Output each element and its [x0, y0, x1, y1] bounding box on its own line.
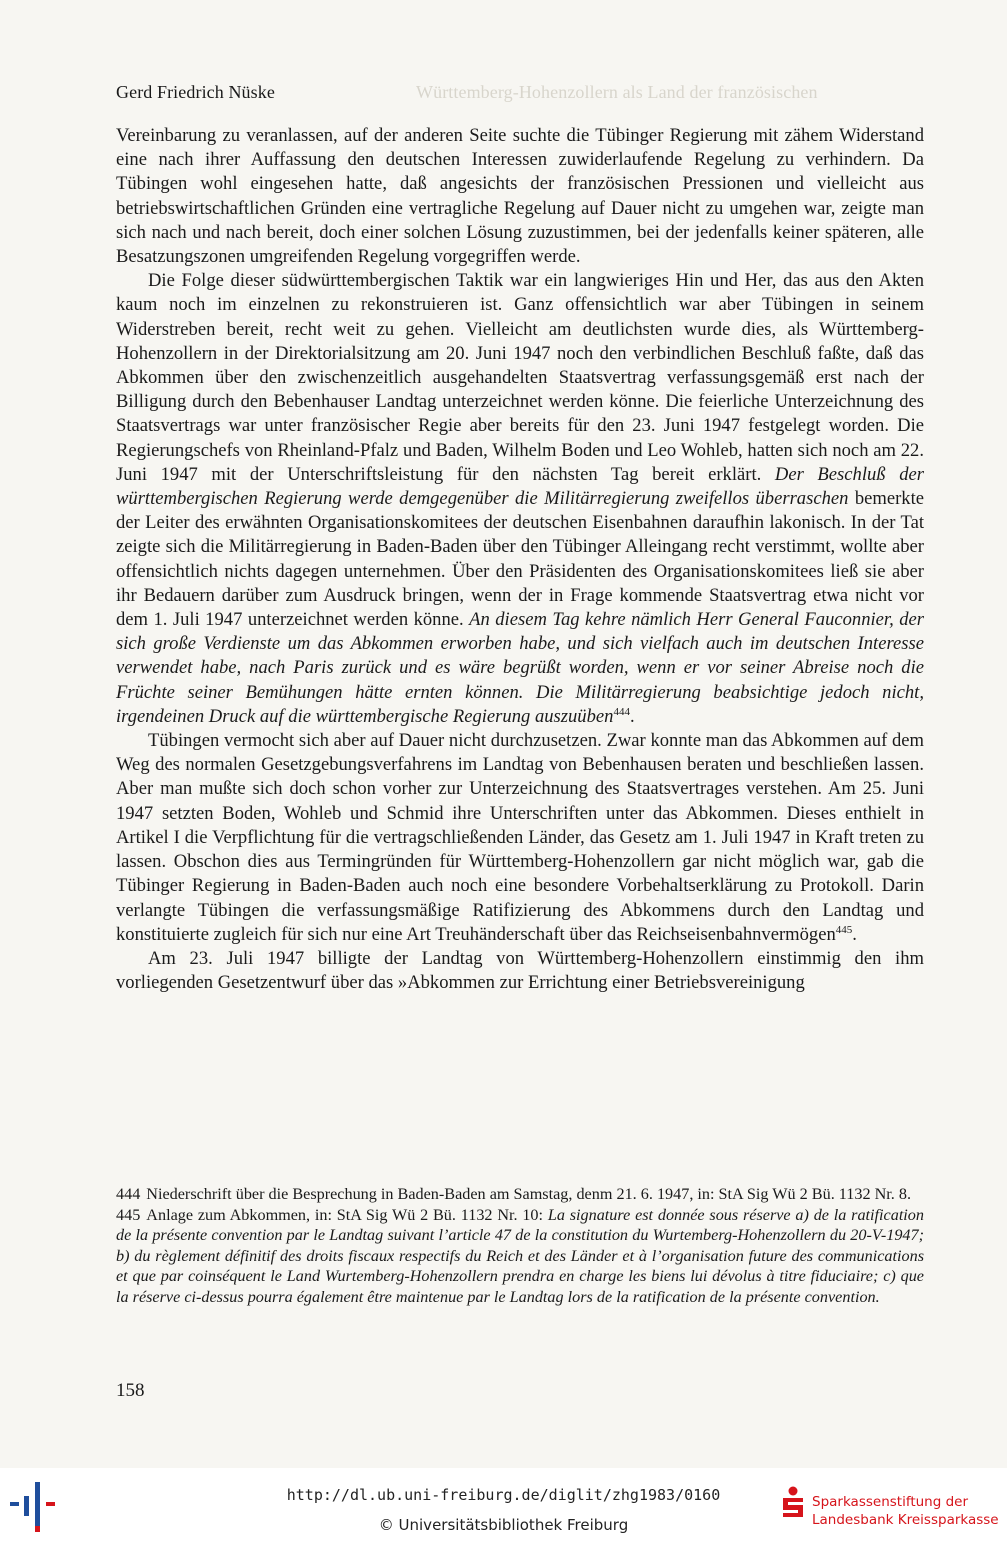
footnote-444-number: 444: [116, 1185, 141, 1203]
paragraph-3-text: Tübingen vermocht sich aber auf Dauer nicht durchzusetzen. Zwar konnte man das Abkommen auf dem Weg des normalen Gesetzgebungsverfahrens im Landtag von Bebenhausen beraten und beschließen lassen. Aber man mußte sich doch schon vorher zur Unterzeichnung des Staatsvertrages verstehen. Am 25. Juni 1947 setzten Boden, Wohleb und Schmid ihre Unterschriften unter das Abkommen. Dieses enthielt in Artikel I die Verpflichtung für die vertragschließenden Länder, das Gesetz am 1. Juli 1947 in Kraft treten zu lassen. Obschon dies aus Termingründen für Württemberg-Hohenzollern gar nicht möglich war, gab die Tübinger Regierung in Baden-Baden auch noch eine besondere Vorbehaltserklärung zu Protokoll. Darin verlangte Tübingen die verfassungsmäßige Ratifizierung des Abkommens durch den Landtag und konstituierte zugleich für sich nur eine Art Treuhänderschaft über das Reichseisenbahnvermögen: [116, 730, 924, 945]
paragraph-2-text-c: bemerkte der Leiter des erwähnten Organisationskomitees der deutschen Eisenbahnen daraufhin lakonisch. In der Tat zeigte sich die Militärregierung in Baden-Baden über den Tübinger Alleingang recht verstimmt, wollte aber offensichtlich nichts dagegen unternehmen. Über den Präsidenten des Organisationskomitees ließ sie aber ihr Bedauern darüber zum Ausdruck bringen, wenn der in Frage kommende Staatsvertrag etwa nicht vor dem 1. Juli 1947 unterzeichnet werden könne.: [116, 488, 924, 631]
paragraph-3: [116, 729, 924, 947]
paragraph-4: Am 23. Juli 1947 billigte der Landtag von Württemberg-Hohenzollern einstimmig den ihm vorliegenden Gesetzentwurf über das »Abkommen zur Errichtung einer Betriebsvereinigung: [116, 947, 924, 994]
copyright-notice: © Universitätsbibliothek Freiburg: [378, 1516, 629, 1534]
permalink-url[interactable]: http://dl.ub.uni-freiburg.de/diglit/zhg1983/0160: [286, 1486, 721, 1504]
footnote-445: [116, 1205, 924, 1308]
paragraph-1: Vereinbarung zu veranlassen, auf der anderen Seite suchte die Tübinger Regierung mit zähem Widerstand eine nach ihrer Auffassung den deutschen Interessen zuwiderlaufende Regelung zu verhindern. Da Tübingen wohl eingesehen hatte, daß angesichts der französischen Pressionen und vielleicht aus betriebswirtschaftlichen Gründen eine vertragliche Regelung auf Dauer nicht zu umgehen war, zeigte man sich nach und nach bereit, doch einer solchen Lösung zuzustimmen, bei der jedenfalls keiner späteren, alle Besatzungszonen umgreifenden Regelung vorgegriffen werde.: [116, 125, 924, 268]
main-text: [116, 124, 924, 995]
footnote-445-french-quote: La signature est donnée sous réserve a) de la ratification de la présente convention par le Landtag suivant l’article 47 de la constitution du Wurtemberg-Hohenzollern du 20-V-1947; b) du règlement définitif des droits fiscaux respectifs du Reich et des Länder et à l’organisation future des communications et que par coinséquent le Land Wurtemberg-Hohenzollern prendra en charge les biens lui dévolus à titre fiduciaire; c) que la réserve ci-dessus pourra également être maintenue par le Landtag lors de la ratification de la présente convention.: [116, 1205, 924, 1306]
quote-beschluss: Der Beschluß der württembergischen Regierung werde demgegenüber die Militärregierung zweifellos überraschen: [116, 463, 924, 510]
quote-fauconnier: An diesem Tag kehre nämlich Herr General Fauconnier, der sich große Verdienste um das Abkommen erworben habe, und sich vielfach auch im deutschen Interesse verwendet habe, nach Paris zurück und es wäre begrüßt worden, wenn er vor seiner Abreise noch die Früchte seiner Bemühungen hätte ernten können. Die Militärregierung beabsichtige jedoch nicht, irgendeinen Druck auf die württembergische Regierung auszuüben: [116, 609, 924, 727]
footnote-444-text: Niederschrift über die Besprechung in Baden-Baden am Samstag, denm 21. 6. 1947, in: StA Sig Wü 2 Bü. 1132 Nr. 8.: [146, 1185, 912, 1203]
sponsor-name-line-1: Sparkassenstiftung der: [812, 1494, 969, 1510]
footnote-445-text: Anlage zum Abkommen, in: StA Sig Wü 2 Bü. 1132 Nr. 10:: [146, 1205, 548, 1224]
paragraph-2: [116, 269, 924, 729]
footnotes: [116, 1184, 924, 1307]
bleed-through-text: Württemberg-Hohenzollern als Land der französischen: [416, 82, 818, 102]
sponsor-name-line-2: Landesbank Kreissparkasse: [812, 1512, 999, 1528]
page-number: 158: [116, 1380, 145, 1401]
footnote-ref-444[interactable]: 444: [613, 705, 630, 718]
viewer-footer: [0, 1468, 1007, 1543]
header-author: Gerd Friedrich Nüske: [116, 82, 275, 102]
footnote-444: [116, 1184, 924, 1205]
sparkasse-s-icon: [780, 1486, 806, 1522]
paragraph-2-end: .: [629, 705, 635, 727]
running-header: [116, 82, 818, 103]
paragraph-3-end: .: [852, 923, 857, 945]
footnote-ref-445[interactable]: 445: [835, 923, 853, 936]
footnote-445-number: 445: [116, 1205, 141, 1224]
paragraph-2-text-a: Die Folge dieser südwürttembergischen Taktik war ein langwieriges Hin und Her, das aus den Akten kaum noch im einzelnen zu rekonstruieren ist. Ganz offensichtlich war aber Tübingen in seinem Widerstreben bereit, recht weit zu gehen. Vielleicht am deutlichsten wurde dies, als Württemberg-Hohenzollern in der Direktorialsitzung am 20. Juni 1947 noch den verbindlichen Beschluß faßte, daß das Abkommen über den zwischenzeitlich ausgehandelten Staatsvertrag verfassungsgemäß erst nach der Billigung durch den Bebenhauser Landtag unterzeichnet werden könne. Die feierliche Unterzeichnung des Staatsvertrags war unter französischer Regie aber bereits für den 23. Juni 1947 festgelegt worden. Die Regierungschefs von Rheinland-Pfalz und Baden, Wilhelm Boden und Leo Wohleb, hatten sich noch am 22. Juni 1947 mit der Unterschriftsleistung für den nächsten Tag bereit erklärt.: [116, 270, 924, 485]
sponsor-logo[interactable]: [780, 1482, 1005, 1534]
